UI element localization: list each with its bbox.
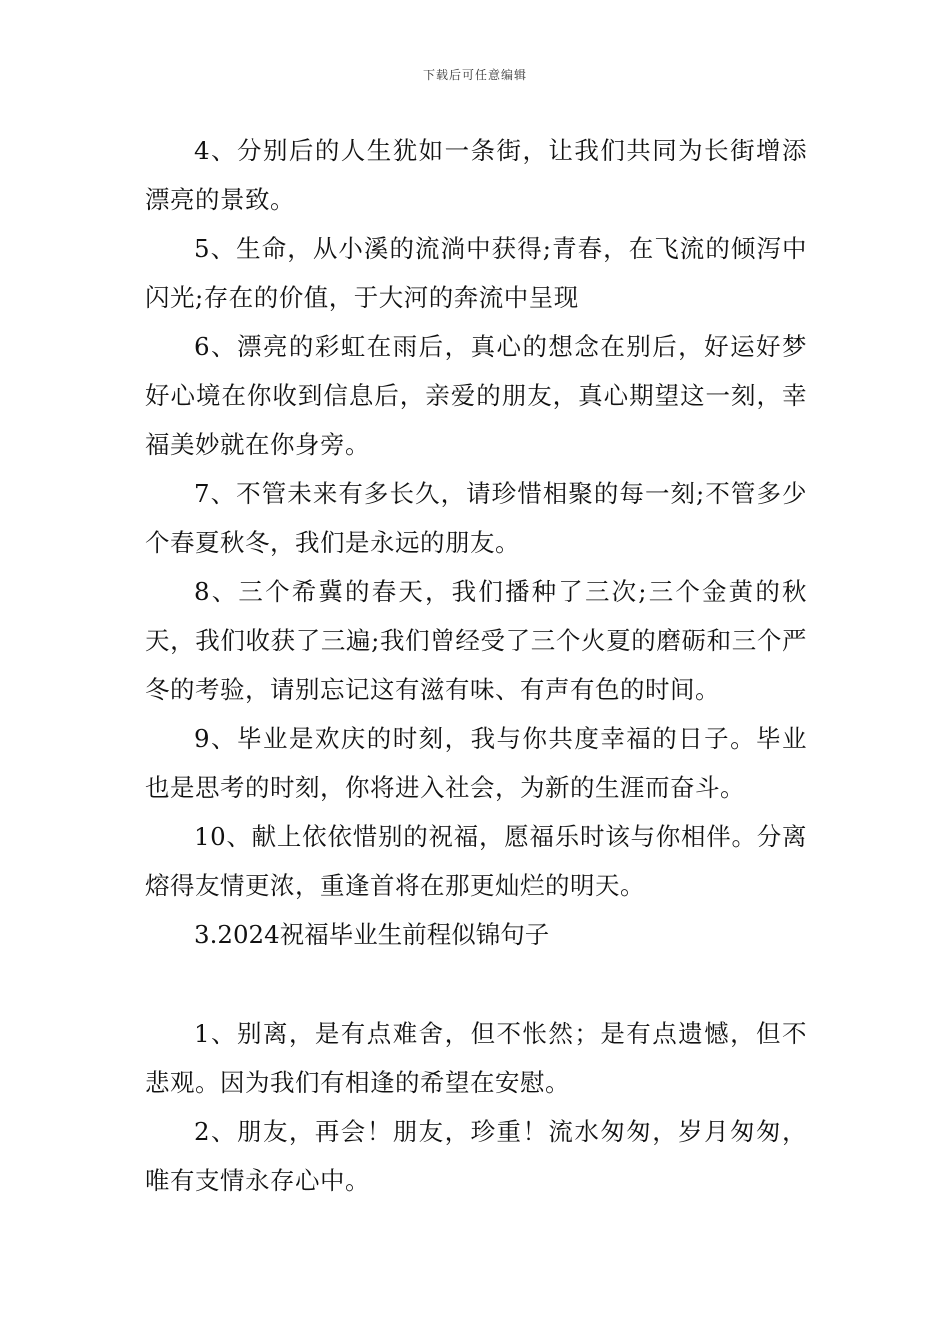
paragraph-8: 8、三个希冀的春天，我们播种了三次;三个金黄的秋天，我们收获了三遍;我们曾经受了三个火夏的磨砺和三个严冬的考验，请别忘记这有滋有味、有声有色的时间。 [145,577,807,704]
paragraph-6: 6、漂亮的彩虹在雨后，真心的想念在别后，好运好梦好心境在你收到信息后，亲爱的朋友，真心期望这一刻，幸福美妙就在你身旁。 [145,332,807,459]
paragraph-5: 5、生命，从小溪的流淌中获得;青春，在飞流的倾泻中闪光;存在的价值，于大河的奔流中呈现 [145,234,807,312]
paragraph-b1: 1、别离，是有点难舍，但不怅然；是有点遗憾，但不悲观。因为我们有相逢的希望在安慰。 [145,1019,807,1097]
paragraph-9: 9、毕业是欢庆的时刻，我与你共度幸福的日子。毕业也是思考的时刻，你将进入社会，为新的生涯而奋斗。 [145,724,807,802]
paragraph-b2: 2、朋友，再会！朋友，珍重！流水匆匆，岁月匆匆，唯有支情永存心中。 [145,1117,807,1195]
paragraph-4: 4、分别后的人生犹如一条街，让我们共同为长街增添漂亮的景致。 [145,136,807,214]
page-header: 下载后可任意编辑 [422,68,527,82]
blank-line [145,959,807,1009]
section-heading: 3.2024祝福毕业生前程似锦句子 [194,920,550,949]
document-body [145,126,807,1205]
paragraph-7: 7、不管未来有多长久，请珍惜相聚的每一刻;不管多少个春夏秋冬，我们是永远的朋友。 [145,479,807,557]
paragraph-10: 10、献上依依惜别的祝福，愿福乐时该与你相伴。分离熔得友情更浓，重逢首将在那更灿烂的明天。 [145,822,807,900]
